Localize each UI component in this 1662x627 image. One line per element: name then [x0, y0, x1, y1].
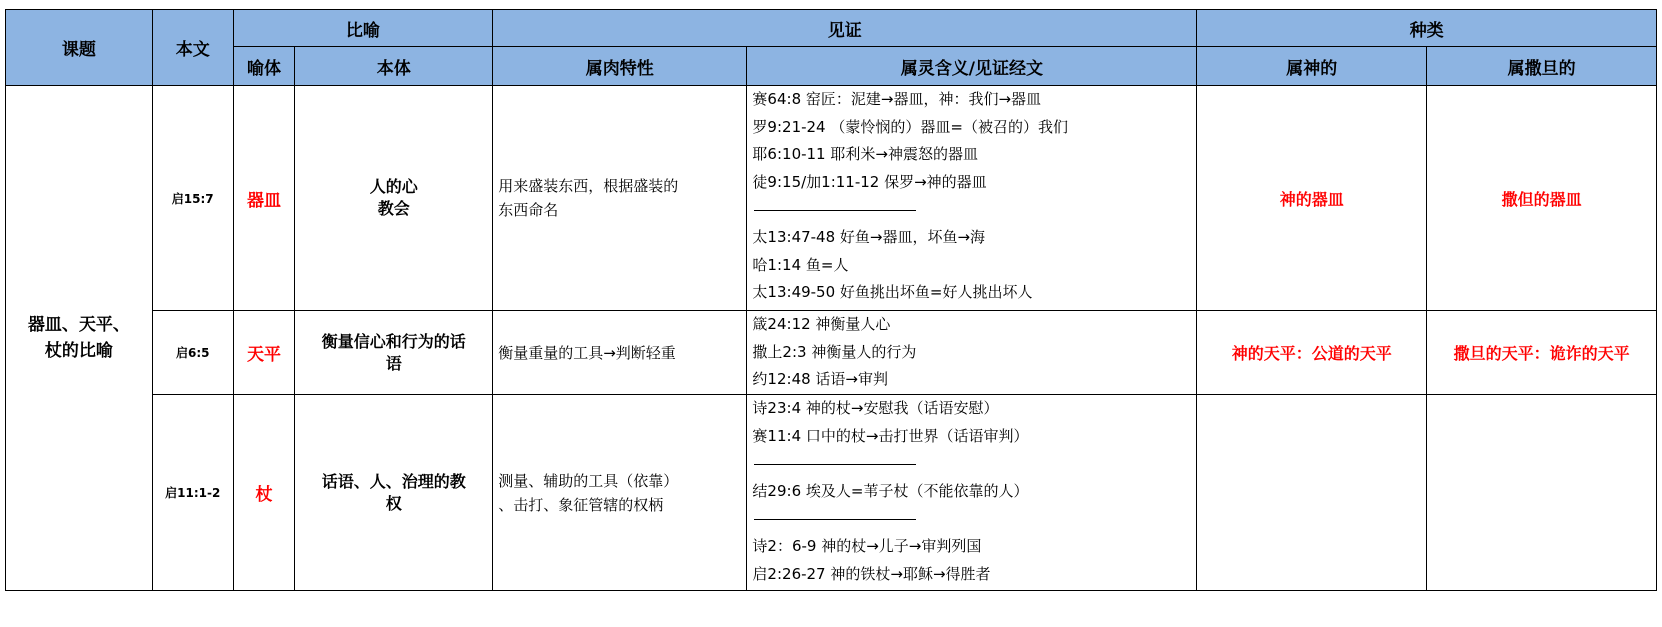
verse-line: 赛11:4 口中的杖→击打世界（话语审判） [752, 426, 1029, 445]
separator-line [752, 196, 1196, 224]
tenor-cell [295, 311, 493, 395]
header-tenor: 本体 [295, 47, 493, 86]
tenor-line: 语 [385, 353, 402, 373]
vehicle-cell: 杖 [233, 395, 295, 591]
scripture-ref: 启11:1-2 [152, 395, 233, 591]
verse-line: 太13:47-48 好鱼→器皿，坏鱼→海 [752, 227, 986, 246]
verses-cell [747, 311, 1197, 395]
tenor-line: 衡量信心和行为的话 [321, 331, 466, 351]
tenor-line: 教会 [377, 199, 410, 218]
verse-line: 徒9:15/加1:11-12 保罗→神的器皿 [752, 172, 987, 191]
verse-line: 撒上2:3 神衡量人的行为 [752, 342, 917, 361]
tenor-cell [295, 395, 493, 591]
verse-line: 约12:48 话语→审判 [752, 370, 888, 389]
physical-cell [493, 395, 747, 591]
header-vehicle: 喻体 [233, 47, 295, 86]
header-text: 本文 [152, 10, 233, 86]
separator-line [752, 450, 1196, 478]
verse-line: 哈1:14 鱼=人 [752, 255, 849, 274]
verse-line: 箴24:12 神衡量人心 [752, 315, 891, 333]
tenor-cell [295, 86, 493, 311]
tenor-line: 话语、人、治理的教 [321, 471, 466, 491]
verses-cell [747, 86, 1197, 311]
physical-line: 用来盛装东西，根据盛装的 [498, 177, 679, 195]
header-topic: 课题 [6, 10, 153, 86]
topic-line: 器皿、天平、 [27, 315, 130, 335]
verse-line: 启2:26-27 神的铁杖→耶稣→得胜者 [752, 564, 991, 583]
header-spiritual: 属灵含义/见证经文 [747, 47, 1197, 86]
scripture-ref: 启6:5 [152, 311, 233, 395]
verse-line: 结29:6 埃及人=苇子杖（不能依靠的人） [752, 481, 1029, 500]
kind-of-god: 神的天平：公道的天平 [1197, 311, 1427, 395]
verse-line: 赛64:8 窑匠：泥建→器皿，神：我们→器皿 [752, 90, 1042, 108]
vehicle-cell: 器皿 [233, 86, 295, 311]
physical-line: 东西命名 [498, 201, 559, 219]
physical-line: 、击打、象征管辖的权柄 [498, 495, 664, 514]
topic-cell [6, 86, 153, 591]
physical-line: 衡量重量的工具→判断轻重 [498, 343, 676, 362]
verses-cell [747, 395, 1197, 591]
verse-line: 诗23:4 神的杖→安慰我（话语安慰） [752, 399, 999, 417]
scripture-ref: 启15:7 [152, 86, 233, 311]
physical-cell [493, 86, 747, 311]
verse-line: 耶6:10-11 耶利米→神震怒的器皿 [752, 145, 978, 164]
kind-of-satan [1427, 395, 1657, 591]
header-metaphor: 比喻 [233, 10, 493, 47]
verse-line: 罗9:21-24 （蒙怜悯的）器皿=（被召的）我们 [752, 117, 1068, 136]
header-of-satan: 属撒旦的 [1427, 47, 1657, 86]
kind-of-satan: 撒但的器皿 [1427, 86, 1657, 311]
topic-line: 杖的比喻 [44, 341, 113, 361]
header-physical: 属肉特性 [493, 47, 747, 86]
vehicle-cell: 天平 [233, 311, 295, 395]
tenor-line: 权 [385, 493, 402, 513]
verse-line: 太13:49-50 好鱼挑出坏鱼=好人挑出坏人 [752, 283, 1033, 302]
kind-of-satan: 撒旦的天平：诡诈的天平 [1427, 311, 1657, 395]
header-of-god: 属神的 [1197, 47, 1427, 86]
separator-line [752, 505, 1196, 533]
metaphor-table [5, 9, 1657, 591]
kind-of-god: 神的器皿 [1197, 86, 1427, 311]
tenor-line: 人的心 [369, 177, 418, 196]
header-kind: 种类 [1197, 10, 1657, 47]
header-testimony: 见证 [493, 10, 1197, 47]
physical-cell [493, 311, 747, 395]
verse-line: 诗2：6-9 神的杖→儿子→审判列国 [752, 536, 982, 555]
kind-of-god [1197, 395, 1427, 591]
physical-line: 测量、辅助的工具（依靠） [498, 471, 679, 490]
